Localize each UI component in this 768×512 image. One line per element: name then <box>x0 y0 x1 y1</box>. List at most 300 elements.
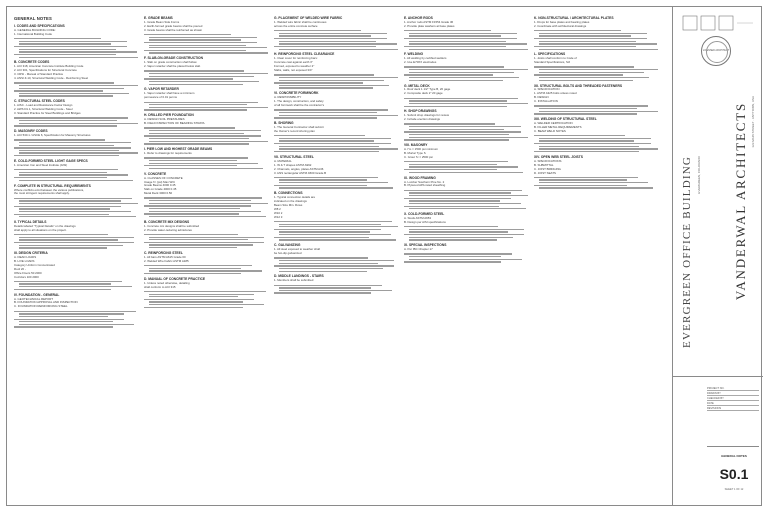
text-line <box>404 38 517 39</box>
note-section-title: F. COMPLETE IN STRUCTURAL REQUIREMENTS <box>14 183 91 188</box>
note-body-text <box>144 197 268 217</box>
text-line <box>149 304 264 305</box>
note-section <box>144 172 268 218</box>
text-line <box>144 299 254 300</box>
note-line: of all formwork shall be the contractor's <box>274 104 325 108</box>
text-line <box>274 30 361 31</box>
text-line <box>404 169 497 170</box>
text-line <box>14 46 127 47</box>
text-line <box>14 177 107 178</box>
note-line: 1. Refer to drawings for requirements <box>144 152 192 155</box>
text-line <box>404 30 491 31</box>
text-line <box>409 41 506 42</box>
note-section <box>144 56 268 85</box>
note-section-title: XIV. OPEN WEB STEEL JOISTS <box>534 154 583 159</box>
text-line <box>14 214 109 215</box>
text-line <box>539 80 633 81</box>
text-line <box>409 80 503 81</box>
text-line <box>279 140 374 141</box>
note-body-text <box>274 74 398 89</box>
text-line <box>14 206 121 207</box>
text-line <box>14 234 108 235</box>
text-line <box>279 287 371 288</box>
text-line <box>409 203 521 204</box>
note-line: B. Mortar Type S <box>404 152 426 155</box>
text-line <box>144 42 257 43</box>
text-line <box>149 200 251 201</box>
note-section <box>14 293 138 328</box>
text-line <box>19 283 111 284</box>
note-body-text <box>534 177 658 189</box>
note-line: B. LIVE LOADS <box>14 259 35 263</box>
text-line <box>149 141 268 142</box>
text-line <box>14 289 111 290</box>
text-line <box>404 98 518 99</box>
note-line: 4. ANSI Z-10, Structural Welding Code - Reinforcing Steel <box>14 77 89 81</box>
text-line <box>149 107 268 108</box>
note-line: 1. Welded wire fabric shall be continuous <box>274 20 327 24</box>
text-line <box>279 148 398 149</box>
note-section <box>404 52 528 81</box>
text-line <box>279 179 367 180</box>
divider <box>707 446 759 447</box>
text-line <box>279 112 377 113</box>
note-section-title: B. CONNECTIONS <box>274 191 303 196</box>
note-line: C. Grout f'c = 2500 psi <box>404 155 433 159</box>
text-line <box>144 205 251 206</box>
text-line <box>279 115 398 116</box>
note-line: 1. ACI 318, American Concrete Institute Building Code <box>14 65 84 69</box>
text-line <box>409 166 518 167</box>
text-line <box>274 135 365 136</box>
note-section <box>404 109 528 140</box>
text-line <box>534 46 636 47</box>
text-line <box>149 37 257 38</box>
note-line: 2. Include erection drawings <box>404 118 440 122</box>
text-line <box>19 123 138 124</box>
note-body-text <box>404 226 528 241</box>
note-line: 1. Drops for base plates and bearing plates <box>534 20 590 24</box>
text-line <box>149 203 268 204</box>
note-body-text <box>14 82 138 97</box>
note-line: C. BEAM WELD NOTES <box>534 129 566 133</box>
text-line <box>539 77 649 78</box>
note-section-title: C. STRUCTURAL STEEL CODES <box>14 99 65 104</box>
note-section <box>144 220 268 249</box>
text-line <box>539 108 637 109</box>
text-line <box>144 165 237 166</box>
text-line <box>149 239 248 240</box>
text-line <box>534 135 625 136</box>
text-line <box>409 239 497 240</box>
note-section <box>534 16 658 50</box>
text-line <box>539 33 647 34</box>
text-line <box>534 151 639 152</box>
note-body-text <box>274 135 398 152</box>
note-section-title: XII. STRUCTURAL BOLTS AND THREADED FASTENERS <box>534 83 623 88</box>
note-section <box>534 52 658 81</box>
text-line <box>409 172 523 173</box>
note-section-title: F. WELDING <box>404 52 424 57</box>
note-line: A. DESIGN SOIL PRESSURES <box>144 118 185 122</box>
note-section <box>534 155 658 189</box>
text-line <box>149 39 241 40</box>
text-line <box>279 187 393 188</box>
note-body-text <box>144 34 268 54</box>
note-line: Usage f'c (psi) Max W/C <box>144 180 176 184</box>
text-line <box>149 211 261 212</box>
text-line <box>409 208 526 209</box>
text-line <box>14 54 116 55</box>
note-line: 1. All steel exposed to weather shall <box>274 248 320 252</box>
text-line <box>19 313 124 314</box>
text-line <box>404 261 501 262</box>
note-section-title: B. SHORING <box>274 121 294 126</box>
note-line: A. CLASSES OF CONCRETE <box>144 176 183 180</box>
note-section-title: C. REINFORCING STEEL <box>144 250 183 255</box>
text-line <box>539 49 658 50</box>
title-block-row: CHECKED BY <box>707 396 759 401</box>
text-line <box>144 197 262 198</box>
note-line: 2. Provide plate washers at base plates <box>404 24 455 28</box>
text-line <box>404 234 524 235</box>
text-line <box>14 82 114 83</box>
note-line: A. f'm = 1500 psi minimum <box>404 148 439 152</box>
note-line: shall conform to ACI 315 <box>144 285 176 289</box>
notes-column-4 <box>404 16 528 478</box>
text-line <box>539 111 658 112</box>
note-line: 1. Anchor rods ASTM F1554 Grade 36 <box>404 20 454 24</box>
note-section-title: XI. SPECIAL INSPECTIONS <box>404 243 447 248</box>
note-section-title: IX. WOOD FRAMING <box>404 175 436 180</box>
text-line <box>19 239 118 240</box>
text-line <box>534 113 637 114</box>
text-line <box>279 224 381 225</box>
text-line <box>539 179 627 180</box>
text-line <box>144 157 248 158</box>
note-section-title: H. DRILLED PIER FOUNDATION <box>144 113 194 118</box>
note-line: 2. Vapor retarder shall be placed below slab <box>144 65 201 69</box>
note-section <box>144 277 268 308</box>
note-line: Where conflicts exist between the various publications, <box>14 188 85 192</box>
note-line: Concrete cast against earth 3" <box>274 61 313 65</box>
text-line <box>14 125 117 126</box>
text-line <box>539 146 639 147</box>
title-block <box>672 6 762 506</box>
text-line <box>149 130 261 131</box>
text-line <box>279 49 398 50</box>
note-section-title: I. CODES AND SPECIFICATIONS <box>14 24 65 28</box>
text-line <box>19 237 134 238</box>
title-block-row: REVISIONS <box>707 406 759 411</box>
text-line <box>279 271 367 272</box>
text-line <box>409 69 528 70</box>
text-line <box>279 239 396 240</box>
note-section-title: G. VAPOR RETARDER <box>144 87 179 92</box>
note-line: C. FOUNDATION REINFORCING STEEL <box>14 305 68 309</box>
text-line <box>279 182 388 183</box>
text-line <box>274 82 363 83</box>
text-line <box>409 229 524 230</box>
note-line: Slab on Grade 4000 0.45 <box>144 188 177 192</box>
note-section-title: C. GALVANIZING <box>274 243 301 248</box>
note-line: the most stringent requirements shall apply. <box>14 192 70 196</box>
text-line <box>19 180 133 181</box>
text-line <box>539 138 651 139</box>
text-line <box>149 138 249 139</box>
note-section-title: D. MIDDLE LANDINGS - STAIRS <box>274 274 324 279</box>
text-line <box>19 216 136 217</box>
note-section <box>404 143 528 173</box>
text-line <box>404 190 522 191</box>
note-section-title: F. SLAB-ON-GRADE CONSTRUCTION <box>144 56 203 61</box>
note-section <box>404 176 528 210</box>
text-line <box>19 88 124 89</box>
col4-sections <box>404 16 528 263</box>
note-body-text <box>144 102 268 111</box>
note-body-text <box>404 161 528 173</box>
text-line <box>404 206 499 207</box>
divider <box>673 376 763 377</box>
note-section-title: H. SHOP DRAWINGS <box>404 109 437 114</box>
text-line <box>279 290 392 291</box>
note-body-text <box>144 157 268 169</box>
note-section-title: VII. STRUCTURAL STEEL <box>274 154 314 159</box>
note-section-title: B. CONCRETE MIX DESIGNS <box>144 219 190 224</box>
note-body-text <box>14 117 138 126</box>
note-section-title: II. TYPICAL DETAILS <box>14 220 47 225</box>
text-line <box>534 38 647 39</box>
text-line <box>149 47 267 48</box>
note-body-text <box>14 38 138 58</box>
note-section <box>14 251 138 290</box>
note-section-title: G. METAL DECK <box>404 83 430 88</box>
project-address: EVERGREEN, COLORADO <box>697 156 701 194</box>
text-line <box>274 229 381 230</box>
note-line: W12 3 <box>274 215 283 219</box>
note-section <box>274 91 398 118</box>
text-line <box>149 163 258 164</box>
project-name: EVERGREEN OFFICE BUILDING <box>681 156 693 348</box>
text-line <box>534 185 627 186</box>
note-line: W10 2 <box>274 211 283 215</box>
text-line <box>409 35 501 36</box>
sheet-meta: SHEET 1 OF 12 <box>724 488 744 491</box>
text-line <box>144 307 243 308</box>
text-line <box>539 187 653 188</box>
text-line <box>279 33 387 34</box>
note-section <box>534 117 658 152</box>
note-line: 1. Slab on grade construction shall follow <box>144 61 197 65</box>
text-line <box>19 172 107 173</box>
text-line <box>19 43 111 44</box>
note-line: A. GEOTECHNICAL REPORT <box>14 297 54 301</box>
note-section <box>404 212 528 241</box>
note-line: A. Lumber Southern Pine No. 2 <box>404 180 445 184</box>
text-line <box>149 294 254 295</box>
note-line: 3. Standard Practice for Steel Buildings and Bridges <box>14 112 81 116</box>
text-line <box>144 109 247 110</box>
note-body-text <box>274 177 398 189</box>
text-line <box>404 139 509 140</box>
note-section <box>14 184 138 218</box>
note-section <box>144 16 268 54</box>
text-line <box>409 237 513 238</box>
text-line <box>274 143 391 144</box>
text-line <box>404 226 498 227</box>
text-line <box>14 38 101 39</box>
text-line <box>14 311 136 312</box>
text-line <box>279 87 373 88</box>
text-line <box>14 319 124 320</box>
note-line: B. Design per AISI specifications <box>404 220 446 224</box>
text-line <box>14 139 105 140</box>
note-line: Standard Specifications, SJI <box>534 61 571 65</box>
text-line <box>274 265 394 266</box>
text-line <box>274 185 367 186</box>
text-line <box>149 268 241 269</box>
text-line <box>14 198 132 199</box>
note-line: 1. Joists shall conform to Code of <box>534 57 577 61</box>
note-line: 1. All welding by certified welders <box>404 57 447 61</box>
text-line <box>144 143 249 144</box>
note-line: B. FIELD INSPECTION OF BEARING STRATA <box>144 122 205 126</box>
text-line <box>144 78 233 79</box>
text-line <box>19 245 123 246</box>
text-line <box>409 129 504 130</box>
note-line: 2. AWS D1.1, Structural Welding Code - Steel <box>14 108 73 112</box>
text-line <box>19 174 128 175</box>
note-line: A. MATERIAL <box>274 159 292 163</box>
note-line: Beam Size Min. Rows <box>274 203 303 207</box>
note-line: Metal Deck 3000 0.50 <box>144 192 173 196</box>
text-line <box>539 43 657 44</box>
note-section <box>144 113 268 144</box>
text-line <box>149 133 244 134</box>
text-line <box>19 208 110 209</box>
note-line: B. FOUNDATION APPROVAL AND INSPECTION <box>14 301 78 305</box>
text-line <box>409 72 514 73</box>
note-body-text <box>534 135 658 152</box>
note-section-title: K. NON-STRUCTURAL / ARCHITECTURAL PLATES <box>534 16 614 20</box>
note-section-title: H. REINFORCING STEEL CLEARANCE <box>274 52 335 57</box>
text-line <box>404 253 512 254</box>
text-line <box>19 41 127 42</box>
seal-label: LICENSED ARCHITECT <box>702 49 730 52</box>
note-line: 3. Grade beams shall be reinforced as shown <box>144 28 203 32</box>
note-line: 2. Earth-formed grade beams shall be poured <box>144 24 203 28</box>
note-body-text <box>534 30 658 50</box>
note-line: 1. Submit shop drawings for review <box>404 114 449 118</box>
note-body-text <box>274 109 398 118</box>
text-line <box>274 177 378 178</box>
text-line <box>149 296 238 297</box>
note-body-text <box>14 139 138 156</box>
col1-sections <box>14 24 138 328</box>
note-section <box>144 87 268 110</box>
text-line <box>144 213 239 214</box>
text-line <box>274 221 392 222</box>
text-line <box>149 84 243 85</box>
text-line <box>409 134 509 135</box>
text-line <box>409 200 500 201</box>
title-block-row: DRAWN BY <box>707 391 759 396</box>
note-section-title: V. CONCRETE <box>144 171 167 176</box>
architect-seal <box>701 36 731 66</box>
note-line: indicated on the drawings <box>274 200 307 204</box>
note-section <box>14 24 138 58</box>
firm-logo-icon <box>681 12 755 36</box>
text-line <box>539 69 658 70</box>
text-line <box>14 155 119 156</box>
note-body-text <box>14 169 138 181</box>
text-line <box>144 265 252 266</box>
note-line: 1. The design, construction, and safety <box>274 100 324 104</box>
note-section-title: D. MANUAL OF CONCRETE PRACTICE <box>144 276 206 281</box>
note-section <box>274 121 398 152</box>
note-line: A. Per IBC Chapter 17 <box>404 248 433 252</box>
text-line <box>149 81 259 82</box>
text-line <box>149 301 243 302</box>
note-body-text <box>274 221 398 241</box>
note-section-title: VIII. MASONRY <box>404 143 428 148</box>
text-line <box>19 203 138 204</box>
note-line: 1. Members shall be submitted <box>274 279 314 283</box>
text-line <box>279 41 376 42</box>
note-section-title: IV. FOUNDATION - GENERAL <box>14 292 60 297</box>
title-block-rows <box>707 386 759 411</box>
text-line <box>149 208 240 209</box>
text-line <box>409 195 528 196</box>
text-line <box>409 256 501 257</box>
text-line <box>409 33 517 34</box>
text-line <box>279 226 398 227</box>
note-body-text <box>404 66 528 81</box>
text-line <box>19 57 138 58</box>
note-section <box>274 16 398 50</box>
note-section <box>534 84 658 115</box>
note-body-text <box>404 253 528 262</box>
note-body-text <box>144 234 268 249</box>
text-line <box>274 151 379 152</box>
note-body-text <box>14 311 138 328</box>
text-line <box>149 73 268 74</box>
text-line <box>404 161 508 162</box>
text-line <box>279 234 391 235</box>
note-body-text <box>404 30 528 50</box>
note-line: 2. Welded Wire Fabric ASTM A185 <box>144 259 189 263</box>
col2-sections <box>144 16 268 308</box>
note-section-title: G. PLACEMENT OF WELDED WIRE FABRIC <box>274 16 343 20</box>
text-line <box>14 90 103 91</box>
note-line: Grade Beams 4000 0.45 <box>144 184 176 188</box>
note-line: 1. Vapor retarder shall have a minimum <box>144 92 195 96</box>
note-line: W8 2 <box>274 207 281 211</box>
text-line <box>274 257 368 258</box>
text-line <box>409 126 521 127</box>
text-line <box>279 85 389 86</box>
text-line <box>409 137 528 138</box>
note-line: Slabs, walls, not exposed 3/4" <box>274 69 313 73</box>
note-body-text <box>14 234 138 249</box>
note-section <box>404 243 528 262</box>
note-line: A. SPECIFICATIONS <box>534 159 562 163</box>
note-line: 1. Clear cover for reinforcing bars: <box>274 57 318 61</box>
text-line <box>534 30 621 31</box>
text-line <box>404 198 511 199</box>
text-line <box>279 260 394 261</box>
note-section <box>14 220 138 249</box>
